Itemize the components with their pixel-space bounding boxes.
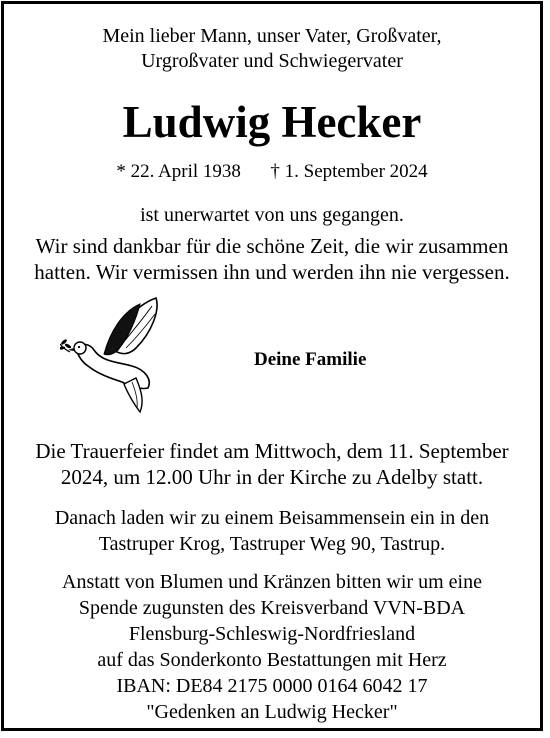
passing-line: ist unerwartet von uns gegangen.: [140, 204, 404, 226]
header-line-1: Mein lieber Mann, unser Vater, Großvater,: [102, 25, 442, 47]
reception-line-2: Tastruper Krog, Tastruper Weg 90, Tastrup.: [98, 533, 446, 555]
funeral-line-1: Die Trauerfeier findet am Mittwoch, dem 11. September: [35, 439, 509, 463]
header-line-2: Urgroßvater und Schwiegervater: [141, 50, 403, 72]
funeral-line-2: 2024, um 12.00 Uhr in der Kirche zu Adelby statt.: [60, 465, 484, 489]
signature-family: Deine Familie: [254, 349, 367, 370]
death-date: † 1. September 2024: [270, 161, 428, 182]
message-line-1: Wir sind dankbar für die schöne Zeit, die wir zusammen: [35, 234, 509, 258]
message-line-2: hatten. Wir vermissen ihn und werden ihn nie vergessen.: [34, 260, 510, 284]
reception-line-1: Danach laden wir zu einem Beisammensein ein in den: [54, 507, 490, 529]
birth-date: * 22. April 1938: [116, 161, 241, 182]
donation-line-3: Flensburg-Schleswig-Nordfriesland: [128, 623, 416, 645]
obituary-notice: [1, 1, 543, 731]
donation-reference: "Gedenken an Ludwig Hecker": [146, 701, 398, 723]
donation-iban: IBAN: DE84 2175 0000 0164 6042 17: [116, 675, 428, 697]
life-dates: [4, 160, 540, 184]
donation-line-4: auf das Sonderkonto Bestattungen mit Herz: [97, 649, 447, 671]
dove-with-olive-branch-icon: [60, 296, 164, 414]
deceased-name: Ludwig Hecker: [122, 97, 422, 147]
donation-line-1: Anstatt von Blumen und Kränzen bitten wir um eine: [62, 571, 482, 593]
donation-line-2: Spende zugunsten des Kreisverband VVN-BDA: [78, 597, 466, 619]
